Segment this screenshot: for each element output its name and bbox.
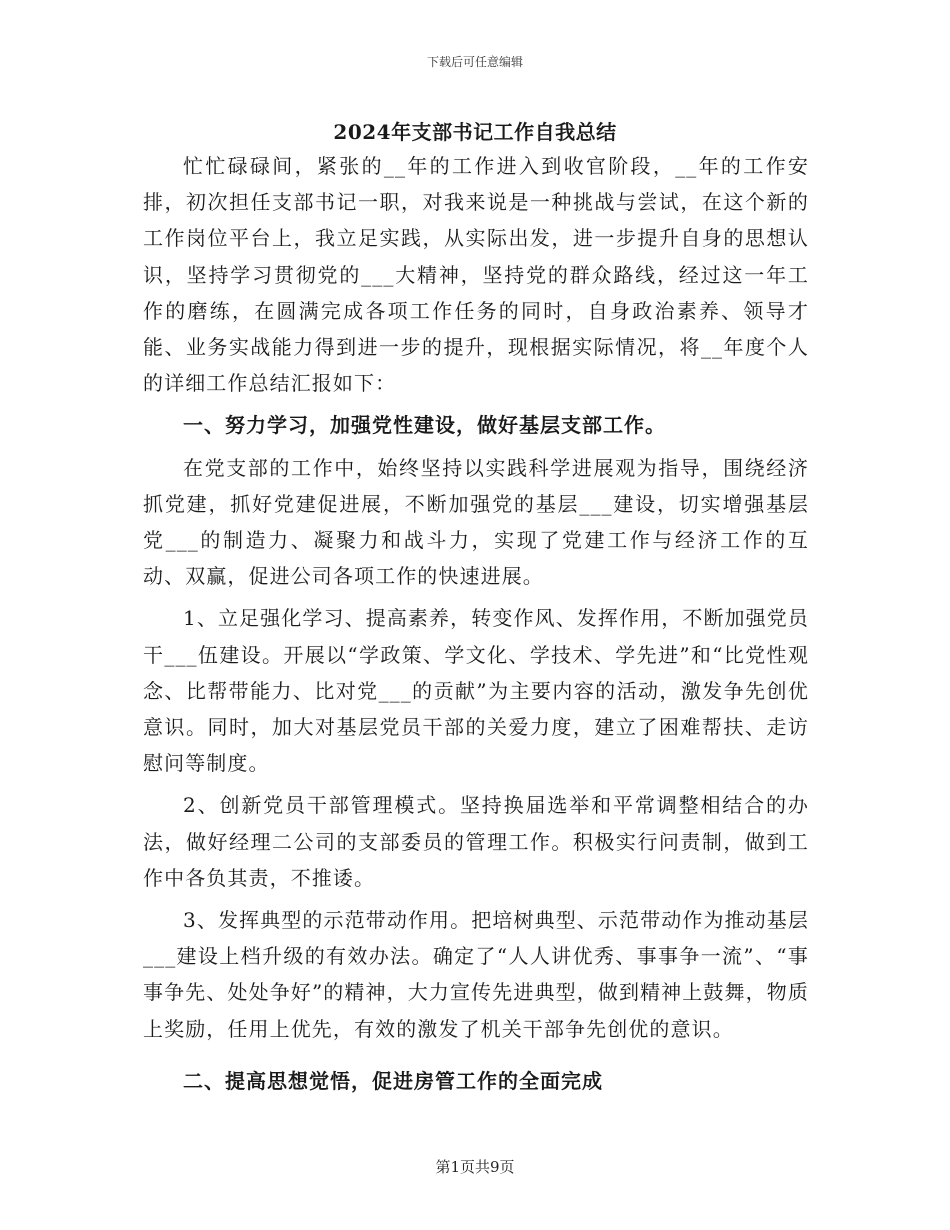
- item-2-paragraph: 2、创新党员干部管理模式。坚持换届选举和平常调整相结合的办法，做好经理二公司的支部委员的管理工作。积极实行问责制，做到工作中各负其责，不推诿。: [143, 793, 809, 890]
- section-heading-1: 一、努力学习，加强党性建设，做好基层支部工作。: [183, 413, 666, 438]
- header-note: 下载后可任意编辑: [426, 55, 523, 69]
- item-3-paragraph: 3、发挥典型的示范带动作用。把培树典型、示范带动作为推动基层___建设上档升级的有效办法。确定了“人人讲优秀、事事争一流”、“事事争先、处处争好”的精神，大力宣传先进典型，做到精神上鼓舞，物质上奖励，任用上优先，有效的激发了机关干部争先创优的意识。: [143, 908, 809, 1041]
- intro-paragraph: 忙忙碌碌间，紧张的__年的工作进入到收官阶段，__年的工作安排，初次担任支部书记一职，对我来说是一种挑战与尝试，在这个新的工作岗位平台上，我立足实践，从实际出发，进一步提升自身的思想认识，坚持学习贯彻党的___大精神，坚持党的群众路线，经过这一年工作的磨练，在圆满完成各项工作任务的同时，自身政治素养、领导才能、业务实战能力得到进一步的提升，现根据实际情况，将__年度个人的详细工作总结汇报如下：: [143, 154, 809, 396]
- item-1-paragraph: 1、立足强化学习、提高素养，转变作风、发挥作用，不断加强党员干___伍建设。开展以“学政策、学文化、学技术、学先进”和“比党性观念、比帮带能力、比对党___的贡献”为主要内容的活动，激发争先创优意识。同时，加大对基层党员干部的关爱力度，建立了困难帮扶、走访慰问等制度。: [143, 606, 809, 776]
- section-heading-2: 二、提高思想觉悟，促进房管工作的全面完成: [183, 1068, 603, 1093]
- document-title: 2024年支部书记工作自我总结: [333, 120, 617, 144]
- page-footer: 第1页共9页: [435, 1158, 515, 1176]
- document-body: [143, 148, 809, 1105]
- section-1-paragraph: 在党支部的工作中，始终坚持以实践科学进展观为指导，围绕经济抓党建，抓好党建促进展，不断加强党的基层___建设，切实增强基层党___的制造力、凝聚力和战斗力，实现了党建工作与经济工作的互动、双赢，促进公司各项工作的快速进展。: [143, 455, 809, 589]
